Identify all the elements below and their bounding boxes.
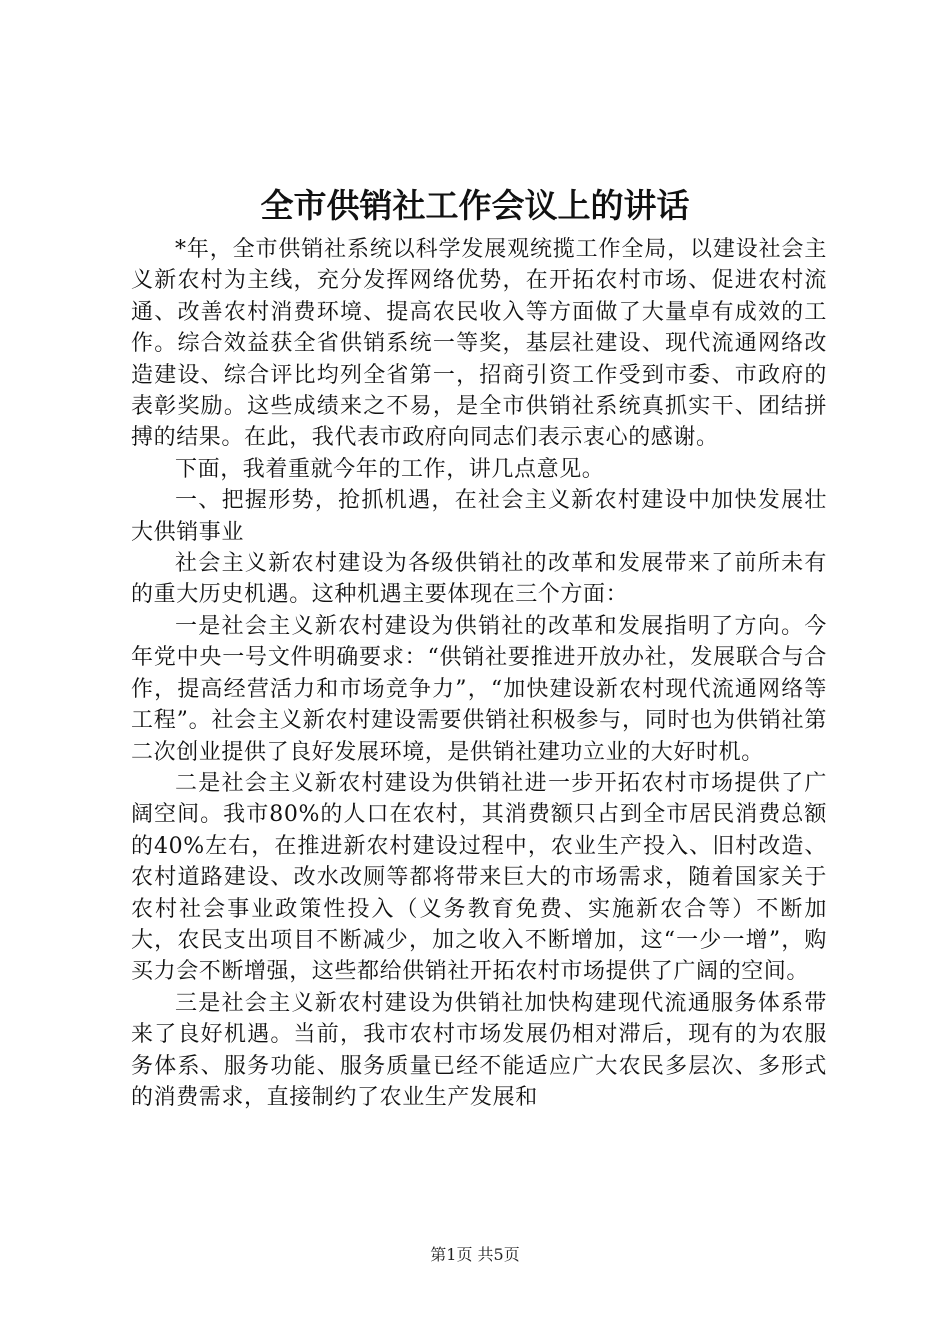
document-body — [131, 234, 827, 1113]
paragraph: 二是社会主义新农村建设为供销社进一步开拓农村市场提供了广阔空间。我市80%的人口在农村，其消费额只占到全市居民消费总额的40%左右，在推进新农村建设过程中，农业生产投入、旧村改造、农村道路建设、改水改厕等都将带来巨大的市场需求，随着国家关于农村社会事业政策性投入（义务教育免费、实施新农合等）不断加大，农民支出项目不断减少，加之收入不断增加，这“一少一增”，购买力会不断增强，这些都给供销社开拓农村市场提供了广阔的空间。 — [131, 770, 827, 985]
paragraph: 下面，我着重就今年的工作，讲几点意见。 — [175, 456, 605, 482]
paragraph: *年，全市供销社系统以科学发展观统揽工作全局，以建设社会主义新农村为主线，充分发挥网络优势，在开拓农村市场、促进农村流通、改善农村消费环境、提高农民收入等方面做了大量卓有成效的工作。综合效益获全省供销系统一等奖，基层社建设、现代流通网络改造建设、综合评比均列全省第一，招商引资工作受到市委、市政府的表彰奖励。这些成绩来之不易，是全市供销社系统真抓实干、团结拼搏的结果。在此，我代表市政府向同志们表示衷心的感谢。 — [131, 237, 827, 451]
document-title: 全市供销社工作会议上的讲话 — [260, 186, 690, 225]
paragraph: 一是社会主义新农村建设为供销社的改革和发展指明了方向。今年党中央一号文件明确要求：“供销社要推进开放办社，发展联合与合作，提高经营活力和市场竞争力”，“加快建设新农村现代流通网络等工程”。社会主义新农村建设需要供销社积极参与，同时也为供销社第二次创业提供了良好发展环境，是供销社建功立业的大好时机。 — [131, 613, 827, 765]
paragraph: 社会主义新农村建设为各级供销社的改革和发展带来了前所未有的重大历史机遇。这种机遇主要体现在三个方面： — [131, 551, 827, 608]
page-number: 第1页 共5页 — [430, 1245, 520, 1264]
section-heading: 一、把握形势，抢抓机遇，在社会主义新农村建设中加快发展壮大供销事业 — [131, 488, 827, 545]
paragraph: 三是社会主义新农村建设为供销社加快构建现代流通服务体系带来了良好机遇。当前，我市农村市场发展仍相对滞后，现有的为农服务体系、服务功能、服务质量已经不能适应广大农民多层次、多形式的消费需求，直接制约了农业生产发展和 — [131, 990, 827, 1110]
